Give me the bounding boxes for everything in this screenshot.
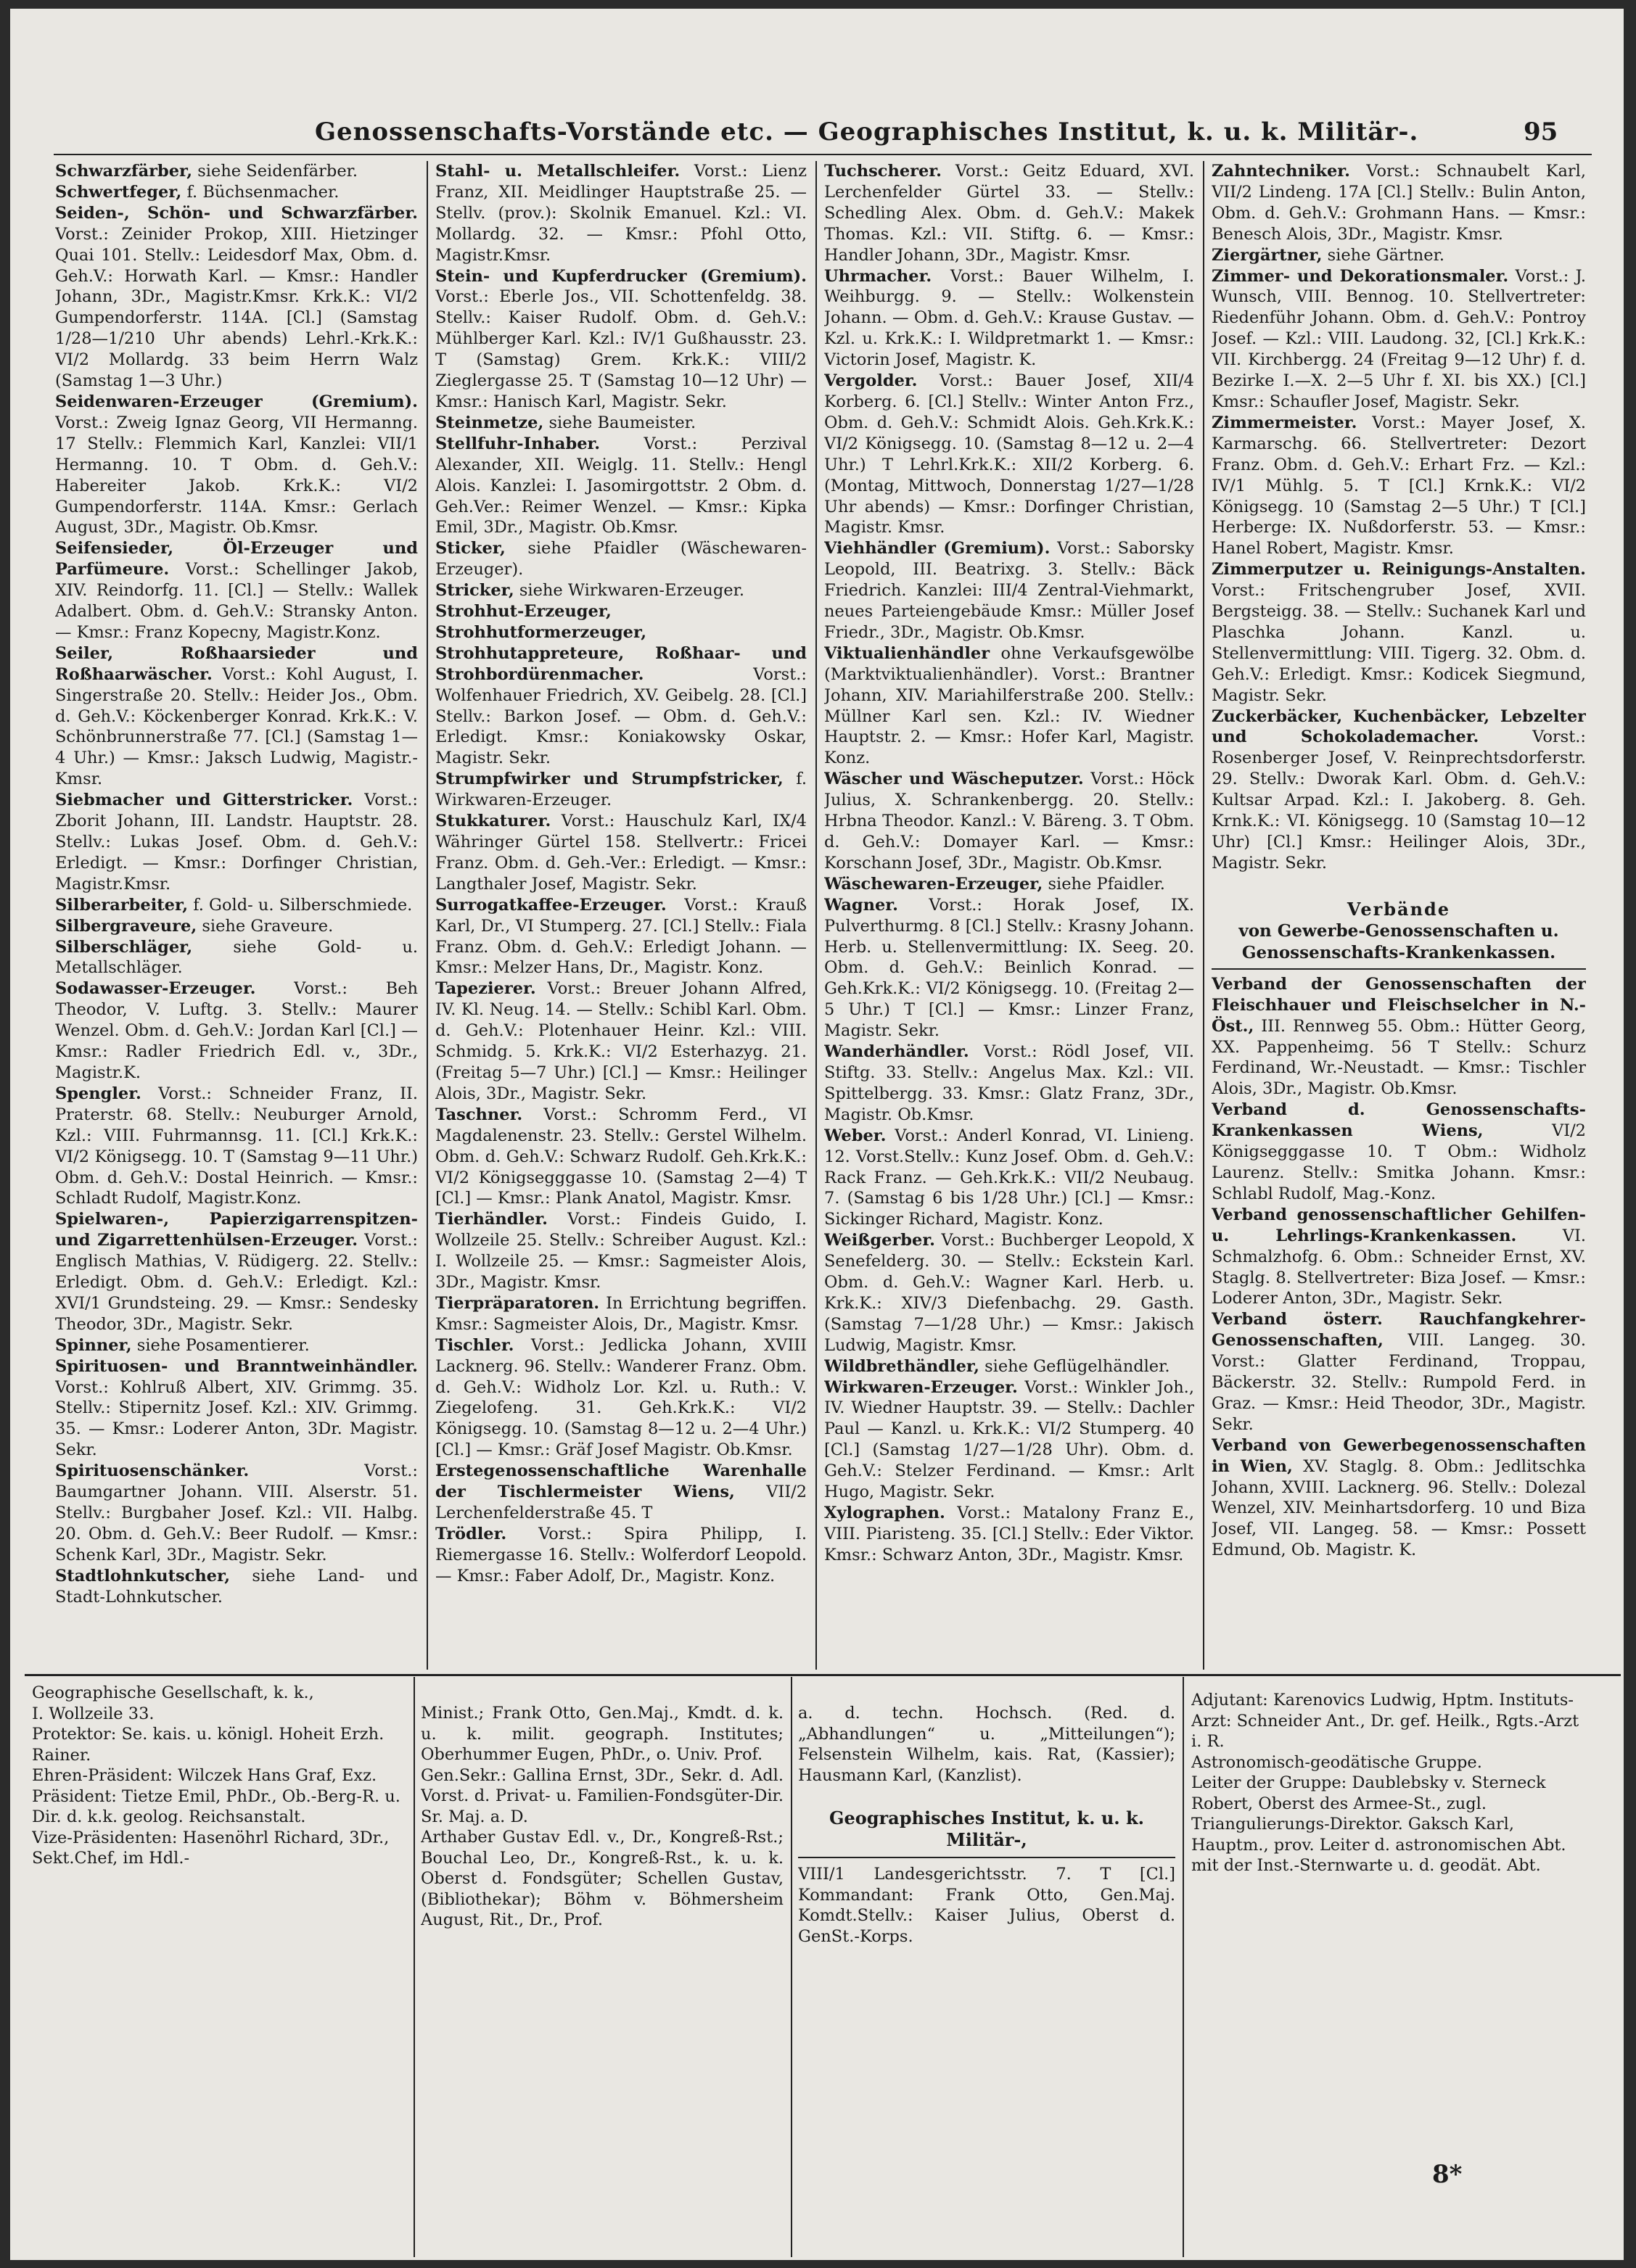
- entry-text: Vorst.: Schellinger Jakob, XIV. Reindorfg. 11. [Cl.] — Stellv.: Wallek Adalbert. Obm. d. Geh.V.: Stransky Anton. — Kmsr.: Franz Kopecny, Magistr.Konz.: [55, 560, 418, 642]
- directory-entry: [435, 1209, 807, 1293]
- entry-title: Erstegenossenschaftliche Warenhalle der Tischlermeister Wiens,: [435, 1461, 807, 1502]
- entry-title: Stricker,: [435, 581, 514, 601]
- directory-entry: [435, 769, 807, 811]
- directory-entry: [1191, 1690, 1590, 1752]
- column-divider: [427, 161, 428, 1670]
- directory-entry: [55, 161, 418, 182]
- entry-title: Spinner,: [55, 1335, 132, 1355]
- entry-title: Vergolder.: [824, 371, 918, 391]
- directory-entry: [32, 1765, 406, 1786]
- entry-text: Vorst.: Schromm Ferd., VI Magdalenenstr. 23. Stellv.: Gerstel Wilhelm. Obm. d. Geh.V.: Schwarz Rudolf. Geh.Krk.K.: VI/2 Königsegggasse 10. (Samstag 2—4) T [Cl.] — Kmsr.: Plank Anatol, Magistr. Kmsr.: [435, 1105, 807, 1208]
- entry-text: Vorst.: Rosenberger Josef, V. Reinprechtsdorferstr. 29. Stellv.: Dworak Karl. Obm. d. Geh.V.: Kultsar Arpad. Kzl.: I. Jakoberg. 8. Geh. Krnk.K.: VI. Königsegg. 10 (Samstag 10—12 Uhr) [Cl.] Kmsr.: Heilinger Alois, 3Dr., Magistr. Sekr.: [1212, 727, 1586, 873]
- entry-title: Strumpfwirker und Strumpfstricker,: [435, 770, 784, 789]
- directory-entry: [824, 1042, 1194, 1126]
- entry-text: Vorst.: Kohlruß Albert, XIV. Grimmg. 35. Stellv.: Stipernitz Josef. Kzl.: XIV. Grimmg. 35. — Kmsr.: Loderer Anton, 3Dr. Magistr. Sekr.: [55, 1377, 418, 1460]
- entry-title: Stahl- u. Metallschleifer.: [435, 162, 681, 181]
- entry-text: XV. Staglg. 8. Obm.: Jedlitschka Johann, XVIII. Lacknerg. 96. Stellv.: Dolezal Wenzel, XIV. Meinhartsdorferg. 10 und Biza Josef, VII. Langeg. 58. — Kmsr.: Possett Edmund, Ob. Magistr. K.: [1212, 1456, 1586, 1560]
- entry-title: Tuchscherer.: [824, 162, 942, 181]
- entry-text: Vorst.: Schneider Franz, II. Praterstr. 68. Stellv.: Neuburger Arnold, Kzl.: VIII. Fuhrmannsg. 11. [Cl.] Krk.K.: VI/2 Königsegg. 10. T (Samstag 9—11 Uhr.) Obm. d. Geh.V.: Dostal Heinrich. — Kmsr.: Schladt Rudolf, Magistr.Konz.: [55, 1084, 418, 1208]
- entry-text: III. Rennweg 55. Obm.: Hütter Georg, XX. Pappenheimg. 56 T Stellv.: Schurz Ferdinand, Wr.-Neustadt. — Kmsr.: Tischler Alois, 3Dr., Magistr. Ob.Kmsr.: [1212, 1016, 1586, 1099]
- directory-entry: [55, 538, 418, 643]
- directory-entry: [824, 1356, 1194, 1377]
- entry-title: Adjutant:: [1191, 1691, 1268, 1710]
- directory-entry: [55, 916, 418, 937]
- directory-entry: [55, 895, 418, 916]
- directory-entry: [32, 1828, 406, 1869]
- entry-text: Vorst.: Saborsky Leopold, III. Beatrixg. 3. Stellv.: Bäck Friedrich. Kanzlei: III/4 Zentral-Viehmarkt, neues Parteiengebäude Kmsr.: Müller Josef Friedr., 3Dr., Magistr. Ob.Kmsr.: [824, 539, 1194, 642]
- directory-entry: [435, 811, 807, 895]
- militaer-institut-column: [798, 1703, 1175, 2254]
- entry-title: Spielwaren-, Papierzigarrenspitzen- und Zigarrettenhülsen-Erzeuger.: [55, 1210, 418, 1250]
- entry-title: Tischler.: [435, 1335, 514, 1355]
- entry-text: Vorst.: Zweig Ignaz Georg, VII Hermanng. 17 Stellv.: Flemmich Karl, Kanzlei: VII/1 Hermanng. 10. T Obm. d. Geh.V.: Habereiter Jakob. Krk.K.: VI/2 Gumpendorferstr. 114A. Kmsr.: Gerlach August, 3Dr., Magistr. Ob.Kmsr.: [55, 413, 418, 537]
- directory-entry: [1212, 706, 1586, 874]
- militaer-institut-heading: Geographisches Institut, k. u. k. Militär-,: [829, 1807, 1144, 1850]
- directory-entry: [435, 434, 807, 539]
- entry-text: Vorst.: Rödl Josef, VII. Stiftg. 33. Stellv.: Angelus Max. Kzl.: VII. Spittelbergg. 33. Kmsr.: Glatz Franz, 3Dr., Magistr. Ob.Kmsr.: [824, 1042, 1194, 1124]
- entry-text: Vorst.: Schnaubelt Karl, VII/2 Lindeng. 17A [Cl.] Stellv.: Bulin Anton, Obm. d. Geh.V.: Grohmann Hans. — Kmsr.: Benesch Alois, 3Dr., Magistr. Kmsr.: [1212, 162, 1586, 244]
- entry-title: Weißgerber.: [824, 1231, 935, 1250]
- entry-text: I. Wollzeile 33.: [32, 1704, 155, 1723]
- entry-text: Vorst.: Lienz Franz, XII. Meidlinger Hauptstraße 25. — Stellv. (prov.): Skolnik Emanuel. Kzl.: VI. Mollardg. 32. — Kmsr.: Pfohl Otto, Magistr.Kmsr.: [435, 162, 807, 265]
- entry-title: Spirituosenschänker.: [55, 1461, 250, 1481]
- directory-entry: [55, 203, 418, 392]
- bottom-section-rule: [25, 1674, 1621, 1676]
- entry-text: Vorst.: Spira Philipp, I. Riemergasse 16. Stellv.: Wolferdorf Leopold. — Kmsr.: Faber Adolf, Dr., Magistr. Konz.: [435, 1524, 807, 1585]
- entry-title: Verband von Gewerbegenossenschaften in Wien,: [1212, 1435, 1586, 1476]
- entry-title: Sticker,: [435, 539, 506, 558]
- entry-title: Weber.: [824, 1126, 887, 1145]
- entry-text: Vorst.: Bauer Josef, XII/4 Korberg. 6. [Cl.] Stellv.: Winter Anton Frz., Obm. d. Geh.V.: Schmidt Alois. Geh.Krk.K.: VI/2 Königsegg. 10. (Samstag 8—12 u. 2—4 Uhr.) T Lehrl.Krk.K.: XII/2 Korberg. 6. (Montag, Mittwoch, Donnerstag 1/27—1/28 Uhr abends) — Kmsr.: Dorfinger Christian, Magistr. Kmsr.: [824, 371, 1194, 537]
- entry-title: Surrogatkaffee-Erzeuger.: [435, 895, 667, 915]
- entry-text: f. Wirkwaren-Erzeuger.: [435, 770, 807, 810]
- entry-text: Vorst.: Beh Theodor, V. Luftg. 3. Stellv.: Maurer Wenzel. Obm. d. Geh.V.: Jordan Karl [Cl.] — Kmsr.: Radler Friedrich Edl. v., 3Dr., Magistr.K.: [55, 979, 418, 1082]
- entry-title: Geographische Gesellschaft, k. k.,: [32, 1683, 314, 1702]
- entry-text: Vorst.: Winkler Joh., IV. Wiedner Hauptstr. 39. — Stellv.: Dachler Paul — Kanzl. u. Krk.K.: VI/2 Stumperg. 40 [Cl.] (Samstag 1/27—1/28 Uhr). Obm. d. Geh.V.: Stelzer Ferdinand. — Kmsr.: Arlt Hugo, Magistr. Sekr.: [824, 1377, 1194, 1502]
- entry-text: VI. Schmalzhofg. 6. Obm.: Schneider Ernst, XV. Staglg. 8. Stellvertreter: Biza Josef. — Kmsr.: Loderer Anton, 3Dr., Magistr. Sekr.: [1212, 1226, 1586, 1308]
- entry-text: Karenovics Ludwig, Hptm. Instituts-Arzt: Schneider Ant., Dr. gef. Heilk., Rgts.-Arzt i. R.: [1191, 1691, 1579, 1751]
- entry-text: f. Gold- u. Silberschmiede.: [188, 895, 413, 915]
- entry-title: Ziergärtner,: [1212, 245, 1323, 265]
- entry-text: siehe Wirkwaren-Erzeuger.: [514, 581, 745, 601]
- directory-entry: [1212, 413, 1586, 559]
- entry-text: siehe Pfaidler.: [1043, 874, 1165, 894]
- entry-title: Zahntechniker.: [1212, 162, 1350, 181]
- militaer-rule: [798, 1857, 1175, 1858]
- directory-entry: [1212, 974, 1586, 1100]
- directory-entry: [435, 1293, 807, 1335]
- column-divider: [1203, 161, 1204, 1670]
- gesellschaft-continued-column: [421, 1703, 784, 2254]
- entry-title: Verband der Genossenschaften der Fleischhauer und Fleischselcher in N.-Öst.,: [1212, 974, 1586, 1036]
- directory-entry: [435, 266, 807, 413]
- entry-title: Seifensieder, Öl-Erzeuger und Parfümeure.: [55, 539, 418, 580]
- entry-text: Vorst.: Höck Julius, X. Schrankenbergg. 20. Stellv.: Hrbna Theodor. Kanzl.: V. Bäreng. 3. T Obm. d. Geh.V.: Domayer Karl. — Kmsr.: Korschann Josef, 3Dr., Magistr. Ob.Kmsr.: [824, 770, 1194, 873]
- entry-text: Hasenöhrl Richard, 3Dr., Sekt.Chef, im Hdl.-: [32, 1828, 390, 1868]
- directory-entry: [435, 1524, 807, 1587]
- directory-entry: [435, 1461, 807, 1524]
- entry-text: Vorst.: Jedlicka Johann, XVIII Lacknerg. 96. Stellv.: Wanderer Franz. Obm. d. Geh.V.: Widholz Lor. Kzl. u. Ruth.: V. Ziegelofeng. 31. Geh.Krk.K.: VI/2 Königsegg. 10. (Samstag 8—12 u. 2—4 Uhr.) [Cl.] — Kmsr.: Gräf Josef Magistr. Ob.Kmsr.: [435, 1335, 807, 1460]
- entry-title: Wäscher und Wäscheputzer.: [824, 770, 1084, 789]
- directory-entry: [824, 538, 1194, 643]
- entry-title: Tapezierer.: [435, 979, 536, 999]
- entry-title: Stein- und Kupferdrucker (Gremium).: [435, 266, 807, 286]
- entry-title: Silberschläger,: [55, 937, 193, 957]
- directory-entry: [435, 538, 807, 580]
- directory-entry: [55, 1335, 418, 1356]
- entry-text: VI/2 Königsegggasse 10. T Obm.: Widholz Laurenz. Stellv.: Smitka Johann. Kmsr.: Schlabl Rudolf, Mag.-Konz.: [1212, 1121, 1586, 1203]
- entry-text: VIII. Langeg. 30. Vorst.: Glatter Ferdinand, Troppau, Bäckerstr. 32. Stellv.: Rumpold Ferd. in Graz. — Kmsr.: Heid Theodor, 3Dr., Magistr. Sekr.: [1212, 1331, 1586, 1434]
- directory-entry: [435, 161, 807, 266]
- entry-text: siehe Gold- u. Metallschläger.: [55, 937, 418, 978]
- entry-title: Präsident:: [32, 1786, 117, 1806]
- directory-entry: [1212, 1309, 1586, 1435]
- entry-text: Vorst.: Eberle Jos., VII. Schottenfeldg. 38. Stellv.: Kaiser Rudolf. Obm. d. Geh.V.: Mühlberger Karl. Kzl.: IV/1 Gußhausstr. 23. T (Samstag) Grem. Krk.K.: VIII/2 Zieglergasse 25. T (Samstag 10—12 Uhr) — Kmsr.: Hanisch Karl, Magistr. Sekr.: [435, 287, 807, 411]
- verbaende-rule: [1212, 968, 1586, 970]
- directory-entry: [1212, 1100, 1586, 1205]
- entry-title: Silberarbeiter,: [55, 895, 189, 915]
- directory-entry: [55, 1084, 418, 1209]
- directory-entry: [55, 978, 418, 1084]
- entry-title: Seiden-, Schön- und Schwarzfärber.: [55, 203, 418, 223]
- column-4: [1212, 161, 1586, 1670]
- directory-entry: [824, 266, 1194, 371]
- entry-text: Vorst.: Hauschulz Karl, IX/4 Währinger Gürtel 158. Stellvertr.: Fricei Franz. Obm. d. Geh.-Ver.: Erledigt. — Kmsr.: Langthaler Josef, Magistr. Sekr.: [435, 812, 807, 894]
- verbaende-heading: Verbände: [1347, 898, 1451, 920]
- entry-title: Wanderhändler.: [824, 1042, 969, 1062]
- entry-text: siehe Geflügelhändler.: [979, 1356, 1170, 1376]
- directory-entry: [1212, 1205, 1586, 1310]
- entry-text: Vorst.: Perzival Alexander, XII. Weiglg. 11. Stellv.: Hengl Alois. Kanzlei: I. Jasomirgottstr. 2 Obm. d. Geh.Ver.: Reimer Wenzel. — Kmsr.: Kipka Emil, 3Dr., Magistr. Ob.Kmsr.: [435, 434, 807, 537]
- running-header: Genossenschafts-Vorstände etc. — Geographisches Institut, k. u. k. Militär-.: [315, 117, 1419, 147]
- directory-entry: [435, 978, 807, 1104]
- page: [10, 9, 1624, 2260]
- militaer-institut-text: VIII/1 Landesgerichtsstr. 7. T [Cl.] Kommandant: Frank Otto, Gen.Maj. Komdt.Stellv.: Kaiser Julius, Oberst d. GenSt.-Korps.: [798, 1865, 1175, 1946]
- entry-title: Spirituosen- und Branntweinhändler.: [55, 1356, 418, 1376]
- directory-entry: [55, 643, 418, 790]
- directory-entry: [1212, 1435, 1586, 1561]
- entry-title: Verband d. Genossenschafts-Krankenkassen Wiens,: [1212, 1100, 1586, 1141]
- entry-title: Schwarzfärber,: [55, 162, 193, 181]
- column-divider: [1183, 1677, 1184, 2257]
- entry-title: Stadtlohnkutscher,: [55, 1566, 231, 1585]
- directory-entry: [1212, 559, 1586, 706]
- gesellschaft-continued-text: Minist.; Frank Otto, Gen.Maj., Kmdt. d. k. u. k. milit. geograph. Institutes; Oberhummer Eugen, PhDr., o. Univ. Prof. Gen.Sekr.: Gallina Ernst, 3Dr., Sekr. d. Adl. Vorst. d. Privat- u. Familien-Fondsgüter-Dir. Sr. Maj. a. D. Arthaber Gustav Edl. v., Dr., Kongreß-Rst.; Bouchal Leo, Dr., Kongreß-Rst., k. u. k. Oberst d. Fondsgüter; Schellen Gustav, (Bibliothekar); Böhm v. Böhmersheim August, Rit., Dr., Prof.: [421, 1704, 784, 1929]
- entry-title: Astronomisch-geodätische Gruppe.: [1191, 1752, 1482, 1772]
- directory-entry: [824, 1377, 1194, 1503]
- entry-title: Zuckerbäcker, Kuchenbäcker, Lebzelter und Schokolademacher.: [1212, 706, 1586, 747]
- entry-title: Zimmer- und Dekorationsmaler.: [1212, 266, 1509, 286]
- entry-title: Tierhändler.: [435, 1210, 548, 1229]
- entry-text: Vorst.: Matalony Franz E., VIII. Piaristeng. 35. [Cl.] Stellv.: Eder Viktor. Kmsr.: Schwarz Anton, 3Dr., Magistr. Kmsr.: [824, 1504, 1194, 1564]
- entry-text: siehe Graveure.: [197, 916, 334, 936]
- directory-entry: [435, 895, 807, 979]
- directory-entry: [435, 1105, 807, 1210]
- entry-text: Vorst.: Bauer Wilhelm, I. Weihburgg. 9. — Stellv.: Wolkenstein Johann. — Obm. d. Geh.V.: Krause Gustav. — Kzl. u. Krk.K.: I. Wildpretmarkt 1. — Kmsr.: Victorin Josef, Magistr. K.: [824, 266, 1194, 370]
- entry-title: Uhrmacher.: [824, 266, 932, 286]
- page-number: 95: [1524, 117, 1558, 147]
- verbaende-subheading: von Gewerbe-Genossenschaften u. Genossenschafts-Krankenkassen.: [1238, 920, 1559, 962]
- entry-text: Vorst.: Buchberger Leopold, X Senefelderg. 30. — Stellv.: Eckstein Karl. Obm. d. Geh.V.: Wagner Karl. Herb. u. Krk.K.: XIV/3 Diefenbachg. 29. Gasth. (Samstag 7—1/28 Uhr.) — Kmsr.: Jakisch Ludwig, Magistr. Kmsr.: [824, 1231, 1194, 1355]
- directory-entry: [824, 643, 1194, 769]
- entry-text: Se. kais. u. königl. Hoheit Erzh. Rainer.: [32, 1725, 385, 1765]
- verbaende-list: [1212, 974, 1586, 1561]
- entry-title: Strohhut-Erzeuger, Strohhutformerzeuger, Strohhutappreteure, Roßhaar- und Strohbordürenmacher.: [435, 602, 807, 684]
- entry-text: Vorst.: Zborit Johann, III. Landstr. Hauptstr. 28. Stellv.: Lukas Josef. Obm. d. Geh.V.: Erledigt. — Kmsr.: Dorfinger Christian, Magistr.Kmsr.: [55, 791, 418, 894]
- entry-text: Vorst.: Baumgartner Johann. VIII. Alserstr. 51. Stellv.: Burgbaher Josef. Kzl.: VII. Halbg. 20. Obm. d. Geh.V.: Beer Rudolf. — Kmsr.: Schenk Karl, 3Dr., Magistr. Sekr.: [55, 1461, 418, 1564]
- entry-title: Seidenwaren-Erzeuger (Gremium).: [55, 392, 418, 411]
- entry-text: Vorst.: Breuer Johann Alfred, IV. Kl. Neug. 14. — Stellv.: Schibl Karl. Obm. d. Geh.V.: Plotenhauer Heinr. Kzl.: VIII. Schmidg. 5. Krk.K.: VI/2 Esterhazyg. 21. (Freitag 5—7 Uhr.) [Cl.] — Kmsr.: Heilinger Alois, 3Dr., Magistr. Sekr.: [435, 979, 807, 1103]
- entry-title: Steinmetze,: [435, 413, 544, 432]
- directory-entry: [824, 895, 1194, 1042]
- entry-title: Verband österr. Rauchfangkehrer-Genossenschaften,: [1212, 1310, 1586, 1351]
- column-2: [435, 161, 807, 1670]
- header-rule: [54, 154, 1592, 155]
- directory-entry: [824, 769, 1194, 874]
- entry-text: Vorst.: Krauß Karl, Dr., VI Stumperg. 27. [Cl.] Stellv.: Fiala Franz. Obm. d. Geh.V.: Erledigt Johann. — Kmsr.: Melzer Hans, Dr., Magistr. Konz.: [435, 895, 807, 978]
- entry-text: Vorst.: Englisch Mathias, V. Rüdigerg. 22. Stellv.: Erledigt. Obm. d. Geh.V.: Erledigt. Kzl.: XVI/1 Grundsteing. 29. — Kmsr.: Sendesky Theodor, 3Dr., Magistr. Sekr.: [55, 1231, 418, 1334]
- directory-entry: [32, 1786, 406, 1828]
- entry-text: In Errichtung begriffen. Kmsr.: Sagmeister Alois, Dr., Magistr. Kmsr.: [435, 1293, 807, 1334]
- entry-text: siehe Gärtner.: [1322, 245, 1445, 265]
- entry-text: VII/2 Lerchenfelderstraße 45. T: [435, 1483, 807, 1522]
- entry-title: Sodawasser-Erzeuger.: [55, 979, 256, 999]
- directory-entry: [1191, 1752, 1590, 1773]
- entry-text: ohne Verkaufsgewölbe (Marktviktualienhändler). Vorst.: Brantner Johann, XIV. Mariahilferstraße 200. Stellv.: Müllner Karl sen. Kzl.: IV. Wiedner Hauptstr. 2. — Kmsr.: Hofer Karl, Magistr. Konz.: [824, 643, 1194, 768]
- directory-entry: [824, 874, 1194, 895]
- entry-text: Vorst.: Zeinider Prokop, XIII. Hietzinger Quai 101. Stellv.: Leidesdorf Max, Obm. d. Geh.V.: Horwath Karl. — Kmsr.: Handler Johann, 3Dr., Magistr.Kmsr. Krk.K.: VI/2 Gumpendorferstr. 114A. [Cl.] (Samstag 1/28—1/210 Uhr abends) Lehrl.-Krk.K.: VI/2 Mollardg. 33 beim Herrn Walz (Samstag 1—3 Uhr.): [55, 224, 418, 391]
- entry-text: Vorst.: Findeis Guido, I. Wollzeile 25. Stellv.: Schreiber August. Kzl.: I. Wollzeile 25. — Kmsr.: Sagmeister Alois, 3Dr., Magistr. Kmsr.: [435, 1210, 807, 1292]
- directory-entry: [55, 1356, 418, 1461]
- directory-entry: [1212, 161, 1586, 245]
- entry-title: Seiler, Roßhaarsieder und Roßhaarwäscher.: [55, 643, 418, 684]
- entry-text: Vorst.: Kohl August, I. Singerstraße 20. Stellv.: Heider Jos., Obm. d. Geh.V.: Köckenberger Konrad. Krk.K.: V. Schönbrunnerstraße 77. [Cl.] (Samstag 1—4 Uhr.) — Kmsr.: Jaksch Ludwig, Magistr.-Kmsr.: [55, 664, 418, 789]
- directory-entry: [55, 790, 418, 895]
- entry-title: Vize-Präsidenten:: [32, 1828, 178, 1847]
- directory-entry: [435, 601, 807, 769]
- directory-entry: [55, 182, 418, 203]
- entry-text: siehe Pfaidler (Wäschewaren-Erzeuger).: [435, 539, 807, 580]
- directory-entry: [435, 413, 807, 434]
- column-divider: [791, 1677, 792, 2257]
- entry-text: f. Büchsenmacher.: [181, 182, 340, 202]
- entry-title: Viehhändler (Gremium).: [824, 539, 1051, 558]
- entry-text: Vorst.: Wolfenhauer Friedrich, XV. Geibelg. 28. [Cl.] Stellv.: Barkon Josef. — Obm. d. Geh.V.: Erledigt. Kmsr.: Koniakowsky Oskar, Magistr. Sekr.: [435, 664, 807, 768]
- entry-title: Wagner.: [824, 895, 898, 915]
- entry-title: Verband genossenschaftlicher Gehilfen- u. Lehrlings-Krankenkassen.: [1212, 1205, 1586, 1245]
- directory-entry: [824, 1503, 1194, 1566]
- entry-text: Wilczek Hans Graf, Exz.: [172, 1766, 377, 1785]
- entry-text: siehe Posamentierer.: [131, 1335, 310, 1355]
- directory-entry: [32, 1683, 406, 1704]
- column-divider: [815, 161, 817, 1670]
- entry-title: Xylographen.: [824, 1504, 945, 1522]
- signature-mark: 8*: [1432, 2160, 1463, 2189]
- entry-text: Vorst.: Geitz Eduard, XVI. Lerchenfelder Gürtel 33. — Stellv.: Schedling Alex. Obm. d. Geh.V.: Makek Thomas. Kzl.: VII. Stiftg. 6. — Kmsr.: Handler Johann, 3Dr., Magistr. Kmsr.: [824, 162, 1194, 265]
- directory-entry: [824, 161, 1194, 266]
- directory-entry: [824, 1126, 1194, 1231]
- gesellschaft-tail-text: a. d. techn. Hochsch. (Red. d. „Abhandlungen“ u. „Mitteilungen“); Felsenstein Wilhelm, kais. Rat, (Kassier); Hausmann Karl, (Kanzlist).: [798, 1704, 1175, 1785]
- entry-text: Vorst.: Mayer Josef, X. Karmarschg. 66. Stellvertreter: Dezort Franz. Obm. d. Geh.V.: Erhart Frz. — Kzl.: IV/1 Mühlg. 5. T [Cl.] Krnk.K.: VI/2 Königsegg. 10 (Samstag 2—5 Uhr.) T [Cl.] Herberge: IX. Nußdorferstr. 53. — Kmsr.: Hanel Robert, Magistr. Kmsr.: [1212, 413, 1586, 558]
- entry-title: Taschner.: [435, 1105, 523, 1124]
- directory-entry: [1212, 266, 1586, 413]
- entry-text: Vorst.: Horak Josef, IX. Pulverthurmg. 8 [Cl.] Stellv.: Krasny Johann. Herb. u. Stellenvermittlung: IX. Seeg. 20. Obm. d. Geh.V.: Beinlich Konrad. — Geh.Krk.K.: VI/2 Königsegg. 10. (Freitag 2—5 Uhr.) T [Cl.] — Kmsr.: Linzer Franz, Magistr. Sekr.: [824, 895, 1194, 1041]
- entry-title: Stellfuhr-Inhaber.: [435, 434, 601, 453]
- column-3: [824, 161, 1194, 1670]
- directory-entry: [435, 1335, 807, 1461]
- entry-title: Zimmermeister.: [1212, 413, 1357, 432]
- entry-title: Wäschewaren-Erzeuger,: [824, 874, 1043, 894]
- entry-text: siehe Land- und Stadt-Lohnkutscher.: [55, 1566, 418, 1607]
- directory-entry: [824, 371, 1194, 538]
- entry-text: Vorst.: Anderl Konrad, VI. Linieng. 12. Vorst.Stellv.: Kunz Josef. Obm. d. Geh.V.: Rack Franz. — Geh.Krk.K.: VII/2 Neubaug. 7. (Samstag 6 bis 1/28 Uhr.) [Cl.] — Kmsr.: Sickinger Richard, Magistr. Konz.: [824, 1126, 1194, 1229]
- entry-title: Protektor:: [32, 1725, 117, 1744]
- directory-entry: [32, 1704, 406, 1725]
- entry-text: Vorst.: Fritschengruber Josef, XVII. Bergsteigg. 38. — Stellv.: Suchanek Karl und Plaschka Johann. Kanzl. u. Stellenvermittlung: VIII. Tigerg. 32. Obm. d. Geh.V.: Erledigt. Kmsr.: Kodicek Siegmund, Magistr. Sekr.: [1212, 581, 1586, 705]
- entry-text: siehe Seidenfärber.: [192, 162, 358, 181]
- directory-entry: [55, 937, 418, 979]
- entry-text: Tietze Emil, PhDr., Ob.-Berg-R. u. Dir. d. k.k. geolog. Reichsanstalt.: [32, 1786, 400, 1826]
- adjutant-column: [1191, 1690, 1590, 2154]
- entry-text: siehe Baumeister.: [543, 413, 696, 432]
- directory-entry: [55, 1209, 418, 1335]
- directory-entry: [1191, 1773, 1590, 1876]
- entry-title: Wildbrethändler,: [824, 1356, 979, 1376]
- directory-entry: [1212, 245, 1586, 266]
- directory-entry: [824, 1230, 1194, 1356]
- entry-text: Vorst.: J. Wunsch, VIII. Bennog. 10. Stellvertreter: Riedenführ Johann. Obm. d. Geh.V.: Pontroy Josef. — Kzl.: VIII. Laudong. 32, [Cl.] Krk.K.: VII. Kirchbergg. 24 (Freitag 9—12 Uhr) f. d. Bezirke I.—X. 2—5 Uhr f. XI. bis XX.) [Cl.] Kmsr.: Schaufler Josef, Magistr. Sekr.: [1212, 266, 1586, 411]
- entry-title: Ehren-Präsident:: [32, 1766, 173, 1785]
- entry-title: Spengler.: [55, 1084, 141, 1103]
- entry-text: Leiter der Gruppe: Daublebsky v. Sterneck Robert, Oberst des Armee-St., zugl. Triangulierungs-Direktor. Gaksch Karl, Hauptm., prov. Leiter d. astronomischen Abt. mit der Inst.-Sternwarte u. d. geodät. Abt.: [1191, 1773, 1566, 1875]
- entry-title: Stukkaturer.: [435, 812, 551, 831]
- entry-title: Tierpräparatoren.: [435, 1293, 600, 1313]
- gesellschaft-column: [32, 1683, 406, 2256]
- directory-entry: [435, 580, 807, 601]
- directory-entry: [55, 1566, 418, 1608]
- entry-title: Viktualienhändler: [824, 643, 990, 663]
- directory-entry: [55, 1461, 418, 1566]
- entry-title: Zimmerputzer u. Reinigungs-Anstalten.: [1212, 560, 1586, 580]
- entry-title: Wirkwaren-Erzeuger.: [824, 1377, 1018, 1397]
- column-divider: [414, 1677, 415, 2257]
- directory-entry: [32, 1724, 406, 1765]
- column-4-entries: [1212, 161, 1586, 874]
- entry-title: Trödler.: [435, 1524, 507, 1543]
- entry-title: Schwertfeger,: [55, 182, 182, 202]
- entry-title: Silbergraveure,: [55, 916, 197, 936]
- entry-title: Siebmacher und Gitterstricker.: [55, 791, 353, 810]
- directory-entry: [55, 392, 418, 538]
